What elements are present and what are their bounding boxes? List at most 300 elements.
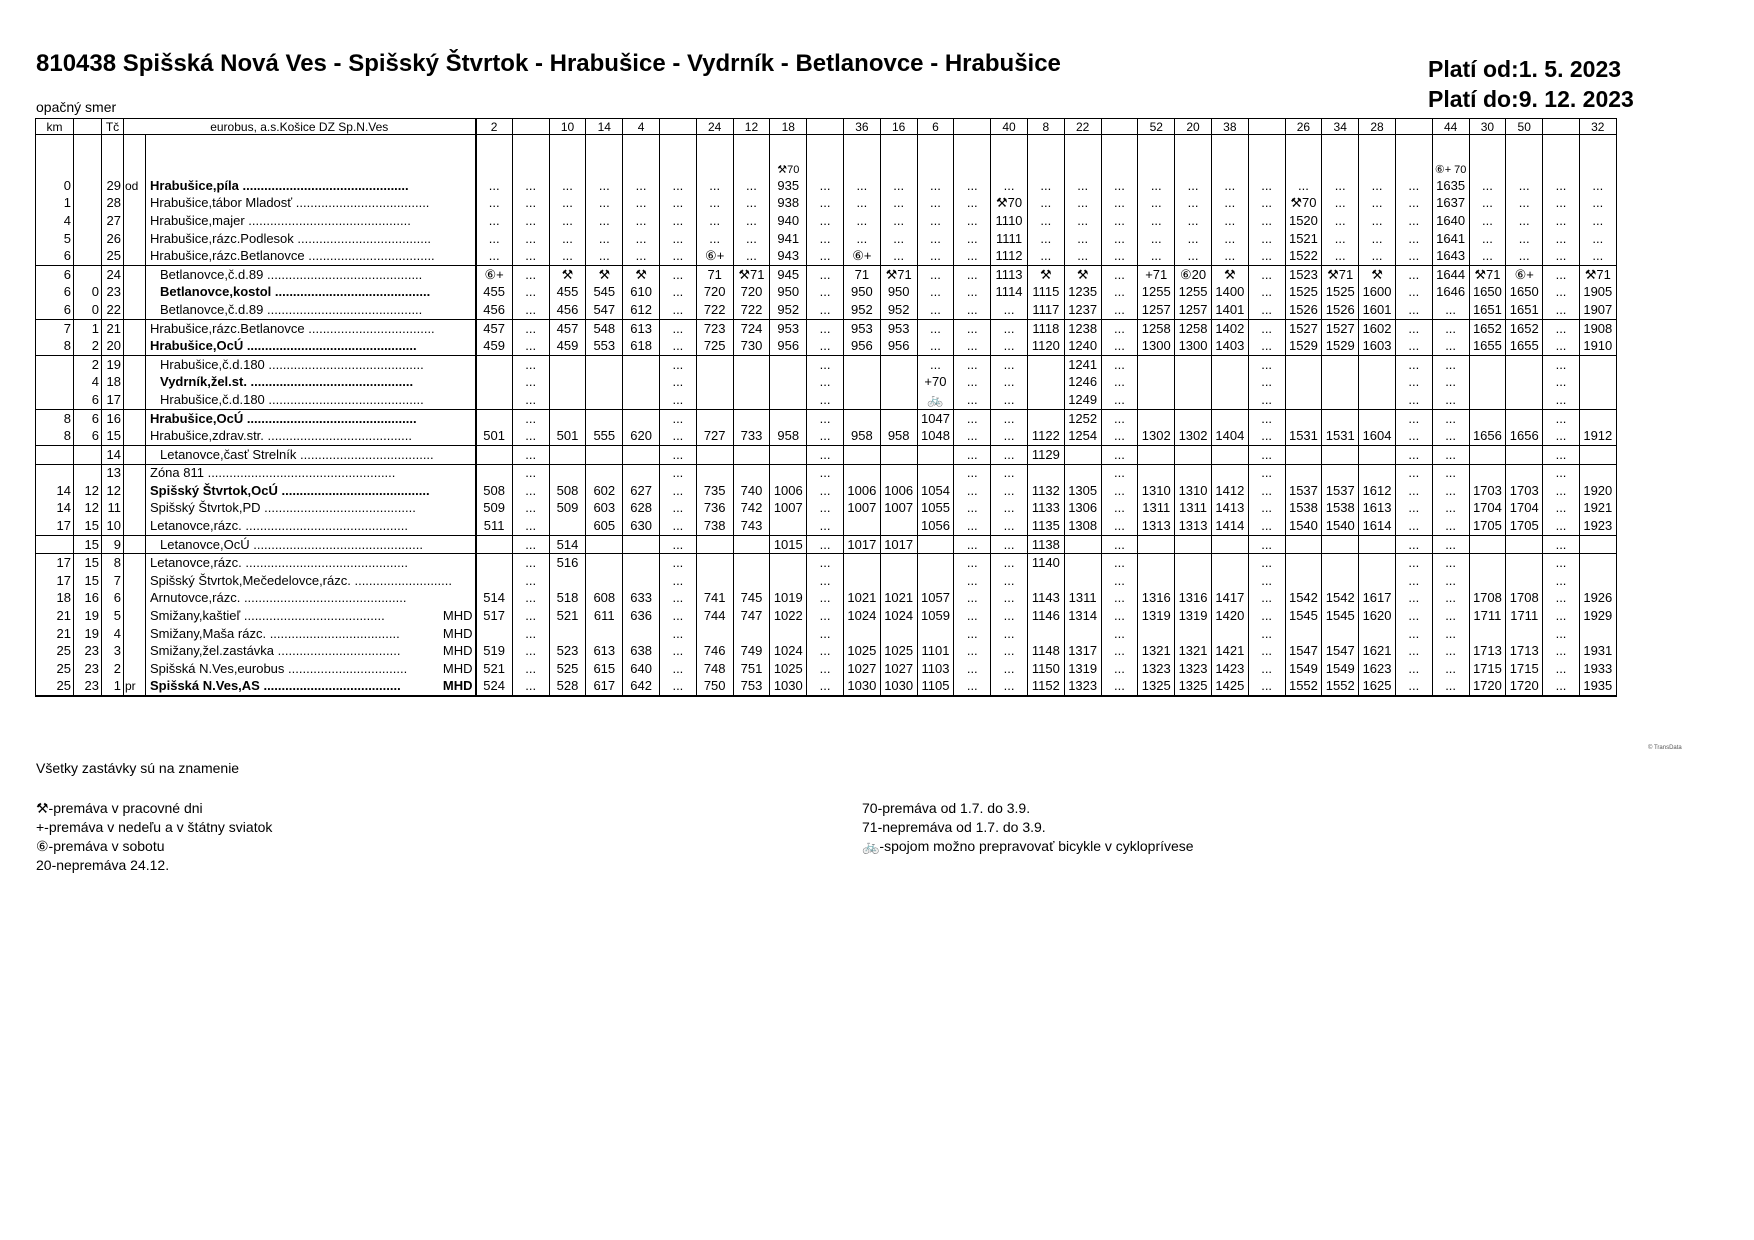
time-cell: 618 — [623, 337, 660, 355]
trip-number: 4 — [623, 119, 660, 135]
km-cell-2: 15 — [74, 517, 102, 535]
time-cell: ... — [843, 195, 880, 213]
stop-name-label: Letanovce,rázc. — [150, 555, 242, 571]
time-cell: ... — [1248, 678, 1285, 697]
tc-cell: 20 — [102, 337, 124, 355]
time-cell: 749 — [733, 642, 770, 660]
time-cell — [880, 391, 917, 409]
time-cell: 1537 — [1285, 482, 1322, 500]
km-cell-2: 23 — [74, 660, 102, 678]
valid-to-date: 9. 12. 2023 — [1518, 86, 1634, 112]
tc-cell: 12 — [102, 482, 124, 500]
time-cell: ... — [917, 355, 954, 373]
time-cell: ⑥+ — [1506, 265, 1543, 283]
time-cell: ... — [476, 195, 513, 213]
time-cell: ... — [843, 230, 880, 248]
time-cell: ... — [991, 355, 1028, 373]
time-cell: ... — [954, 374, 991, 392]
time-cell: 1637 — [1432, 195, 1469, 213]
time-cell — [733, 391, 770, 409]
time-cell — [1138, 535, 1175, 554]
stop-type — [124, 247, 146, 265]
tc-cell: 24 — [102, 265, 124, 283]
tc-cell: 14 — [102, 445, 124, 464]
time-cell: 1531 — [1322, 427, 1359, 445]
time-cell: 1621 — [1359, 642, 1396, 660]
time-cell: ... — [1101, 678, 1138, 697]
time-cell: ... — [807, 554, 844, 572]
stop-name-label: Hrabušice,píla — [150, 177, 239, 193]
time-cell — [880, 464, 917, 482]
stop-name — [146, 678, 476, 697]
time-cell: 1907 — [1579, 301, 1616, 319]
time-cell: ... — [1211, 230, 1248, 248]
time-cell: ... — [1469, 177, 1506, 195]
time-cell — [1175, 625, 1212, 643]
time-cell: 602 — [586, 482, 623, 500]
trip-number: 26 — [1285, 119, 1322, 135]
time-cell: 1420 — [1211, 607, 1248, 625]
time-cell — [586, 445, 623, 464]
time-cell: 956 — [843, 337, 880, 355]
table-row — [36, 482, 1617, 500]
km-cell-2: 15 — [74, 554, 102, 572]
trip-number: 40 — [991, 119, 1028, 135]
stop-name — [146, 212, 476, 230]
trip-note — [880, 135, 917, 178]
time-cell: ... — [1248, 445, 1285, 464]
dot-leader: .................................... — [266, 625, 400, 641]
time-cell — [1322, 445, 1359, 464]
time-cell: ... — [1322, 247, 1359, 265]
time-cell: 1651 — [1506, 301, 1543, 319]
time-cell: ... — [991, 535, 1028, 554]
time-cell: ... — [512, 319, 549, 337]
time-cell: ⚒ — [586, 265, 623, 283]
time-cell: +71 — [1138, 265, 1175, 283]
trip-note — [1359, 135, 1396, 178]
time-cell: 956 — [880, 337, 917, 355]
time-cell: ... — [991, 391, 1028, 409]
time-cell: 1007 — [880, 500, 917, 518]
time-cell: 1413 — [1211, 500, 1248, 518]
time-cell: ... — [659, 177, 696, 195]
time-cell: 1540 — [1322, 517, 1359, 535]
time-cell: ... — [954, 427, 991, 445]
time-cell: 1652 — [1469, 319, 1506, 337]
time-cell: ... — [659, 517, 696, 535]
time-cell: ... — [659, 427, 696, 445]
time-cell: 545 — [586, 284, 623, 302]
time-cell: 457 — [549, 319, 586, 337]
time-cell: ... — [1395, 355, 1432, 373]
time-cell: ... — [917, 212, 954, 230]
time-cell: 1025 — [880, 642, 917, 660]
time-cell: 630 — [623, 517, 660, 535]
trip-note — [1138, 135, 1175, 178]
time-cell: ... — [1248, 517, 1285, 535]
time-cell: 1650 — [1506, 284, 1543, 302]
time-cell: ... — [1101, 607, 1138, 625]
time-cell — [1175, 572, 1212, 590]
time-cell: 1542 — [1285, 590, 1322, 608]
time-cell: 1257 — [1175, 301, 1212, 319]
stop-type — [124, 374, 146, 392]
time-cell — [696, 464, 733, 482]
time-cell: 1552 — [1285, 678, 1322, 697]
time-cell — [1027, 391, 1064, 409]
km-cell-2: 12 — [74, 500, 102, 518]
time-cell: ... — [880, 212, 917, 230]
time-cell: 1006 — [880, 482, 917, 500]
km-cell: 14 — [36, 482, 74, 500]
time-cell — [1359, 409, 1396, 427]
stop-type — [124, 464, 146, 482]
time-cell: ... — [659, 319, 696, 337]
time-cell: 636 — [623, 607, 660, 625]
time-cell: ... — [512, 607, 549, 625]
time-cell: ... — [1432, 301, 1469, 319]
time-cell: ... — [954, 678, 991, 697]
time-cell: 1059 — [917, 607, 954, 625]
tc-cell: 10 — [102, 517, 124, 535]
trip-note — [1395, 135, 1432, 178]
time-cell: 1113 — [991, 265, 1028, 283]
time-cell — [843, 445, 880, 464]
time-cell: 1526 — [1322, 301, 1359, 319]
time-cell — [1322, 355, 1359, 373]
time-cell — [1175, 391, 1212, 409]
time-cell — [549, 409, 586, 427]
time-cell: ... — [586, 212, 623, 230]
time-cell: ... — [549, 230, 586, 248]
time-cell: 1022 — [770, 607, 807, 625]
km-cell: 1 — [36, 195, 74, 213]
time-cell: ... — [659, 590, 696, 608]
time-cell — [623, 625, 660, 643]
time-cell: ... — [807, 301, 844, 319]
time-cell: ... — [991, 572, 1028, 590]
time-cell: ... — [659, 572, 696, 590]
time-cell: ⑥+ — [476, 265, 513, 283]
time-cell: 958 — [880, 427, 917, 445]
tc-cell: 26 — [102, 230, 124, 248]
time-cell — [843, 625, 880, 643]
time-cell: ... — [1101, 427, 1138, 445]
time-cell: ... — [1211, 195, 1248, 213]
tc-cell: 18 — [102, 374, 124, 392]
time-cell: ... — [807, 177, 844, 195]
time-cell — [1469, 464, 1506, 482]
time-cell: 1300 — [1175, 337, 1212, 355]
trip-note — [586, 135, 623, 178]
trip-note — [1027, 135, 1064, 178]
time-cell: ... — [807, 445, 844, 464]
time-cell: 516 — [549, 554, 586, 572]
time-cell — [1175, 464, 1212, 482]
time-cell: 1529 — [1285, 337, 1322, 355]
stop-type — [124, 607, 146, 625]
stop-type — [124, 445, 146, 464]
time-cell: ... — [1395, 642, 1432, 660]
km-cell-2 — [74, 177, 102, 195]
time-cell — [1579, 554, 1616, 572]
time-cell — [1211, 625, 1248, 643]
time-cell: 1311 — [1064, 590, 1101, 608]
time-cell: 1017 — [880, 535, 917, 554]
time-cell — [1285, 374, 1322, 392]
time-cell — [696, 391, 733, 409]
time-cell: 1912 — [1579, 427, 1616, 445]
time-cell — [1469, 409, 1506, 427]
time-cell — [843, 355, 880, 373]
time-cell — [1506, 554, 1543, 572]
time-cell: ⑥20 — [1175, 265, 1212, 283]
time-cell: ... — [1543, 230, 1580, 248]
time-cell: 1313 — [1138, 517, 1175, 535]
time-cell: 953 — [880, 319, 917, 337]
time-cell — [549, 625, 586, 643]
km-cell: 6 — [36, 284, 74, 302]
time-cell: 935 — [770, 177, 807, 195]
time-cell: ... — [954, 445, 991, 464]
time-cell: ... — [807, 319, 844, 337]
table-row — [36, 427, 1617, 445]
time-cell: 1105 — [917, 678, 954, 697]
stop-name — [146, 195, 476, 213]
time-cell: 1300 — [1138, 337, 1175, 355]
time-cell: 1255 — [1175, 284, 1212, 302]
table-row — [36, 391, 1617, 409]
time-cell: ... — [880, 177, 917, 195]
time-cell — [733, 554, 770, 572]
time-cell — [880, 355, 917, 373]
time-cell — [917, 464, 954, 482]
time-cell: ... — [1579, 195, 1616, 213]
tc-cell: 21 — [102, 319, 124, 337]
time-cell: ... — [1469, 230, 1506, 248]
legend-item: ⑥-premáva v sobotu — [36, 838, 165, 854]
stop-name-label: Hrabušice,č.d.180 — [160, 391, 265, 407]
km-cell: 17 — [36, 572, 74, 590]
table-row — [36, 374, 1617, 392]
time-cell: ... — [1543, 319, 1580, 337]
time-cell: 613 — [586, 642, 623, 660]
table-row — [36, 177, 1617, 195]
time-cell: ... — [954, 301, 991, 319]
time-cell: 722 — [696, 301, 733, 319]
time-cell: ... — [1101, 391, 1138, 409]
time-cell: ... — [1395, 517, 1432, 535]
time-cell: ... — [1101, 572, 1138, 590]
trip-note — [512, 135, 549, 178]
time-cell: 744 — [696, 607, 733, 625]
time-cell: ... — [807, 247, 844, 265]
time-cell — [1175, 445, 1212, 464]
time-cell — [586, 572, 623, 590]
time-cell: ... — [991, 374, 1028, 392]
time-cell: ... — [512, 625, 549, 643]
table-row — [36, 319, 1617, 337]
time-cell: ⚒71 — [880, 265, 917, 283]
time-cell: 456 — [549, 301, 586, 319]
stop-name-label: Smižany,Maša rázc. — [150, 625, 267, 641]
time-cell — [1469, 355, 1506, 373]
time-cell: ... — [917, 177, 954, 195]
stop-type — [124, 642, 146, 660]
time-cell: 1007 — [843, 500, 880, 518]
time-cell: ... — [733, 195, 770, 213]
time-cell: ... — [1543, 284, 1580, 302]
stop-name — [146, 177, 476, 195]
time-cell: ... — [954, 177, 991, 195]
time-cell: 509 — [476, 500, 513, 518]
time-cell: 1520 — [1285, 212, 1322, 230]
dot-leader: ........................................... — [264, 356, 424, 372]
time-cell: ... — [512, 482, 549, 500]
time-cell: 524 — [476, 678, 513, 697]
time-cell: ... — [659, 284, 696, 302]
time-cell — [549, 445, 586, 464]
time-cell: ... — [1101, 355, 1138, 373]
stop-type — [124, 409, 146, 427]
time-cell: ... — [1064, 177, 1101, 195]
time-cell: 1713 — [1469, 642, 1506, 660]
stop-name — [146, 391, 476, 409]
time-cell: ... — [696, 177, 733, 195]
time-cell: ... — [807, 660, 844, 678]
time-cell: 1635 — [1432, 177, 1469, 195]
time-cell: 1545 — [1285, 607, 1322, 625]
time-cell: ... — [1248, 464, 1285, 482]
time-cell — [770, 355, 807, 373]
table-row — [36, 212, 1617, 230]
mhd-label: MHD — [442, 625, 473, 641]
time-cell: 736 — [696, 500, 733, 518]
time-cell: ... — [1543, 177, 1580, 195]
time-cell: ... — [1432, 464, 1469, 482]
time-cell — [623, 391, 660, 409]
time-cell — [1138, 409, 1175, 427]
km-cell: 8 — [36, 337, 74, 355]
notes-spacer — [36, 135, 74, 178]
stop-name-label: Hrabušice,č.d.180 — [160, 356, 265, 372]
trip-number: 44 — [1432, 119, 1469, 135]
tc-cell: 15 — [102, 427, 124, 445]
time-cell: ... — [512, 517, 549, 535]
time-cell: ... — [1543, 642, 1580, 660]
dot-leader: ............................................... — [243, 338, 417, 354]
time-cell: 1643 — [1432, 247, 1469, 265]
time-cell: ... — [1395, 301, 1432, 319]
time-cell: ... — [1432, 535, 1469, 554]
time-cell: ... — [1027, 212, 1064, 230]
time-cell — [1506, 464, 1543, 482]
time-cell: 1926 — [1579, 590, 1616, 608]
time-cell: ... — [1543, 590, 1580, 608]
trip-number: 38 — [1211, 119, 1248, 135]
time-cell: 952 — [880, 301, 917, 319]
stop-name — [146, 445, 476, 464]
time-cell: 1027 — [880, 660, 917, 678]
time-cell: ... — [1395, 337, 1432, 355]
time-cell: ... — [512, 284, 549, 302]
tc-cell: 22 — [102, 301, 124, 319]
time-cell: ... — [807, 517, 844, 535]
time-cell: 958 — [843, 427, 880, 445]
time-cell: ... — [991, 607, 1028, 625]
stop-name — [146, 590, 476, 608]
time-cell: 743 — [733, 517, 770, 535]
trip-number: 52 — [1138, 119, 1175, 135]
time-cell: ... — [1395, 284, 1432, 302]
time-cell — [476, 572, 513, 590]
km-cell-2 — [74, 212, 102, 230]
time-cell: ... — [733, 230, 770, 248]
time-cell — [1359, 535, 1396, 554]
time-cell: ... — [1248, 247, 1285, 265]
time-cell: ... — [1395, 391, 1432, 409]
stop-name — [146, 642, 476, 660]
time-cell: ... — [512, 572, 549, 590]
stop-name — [146, 572, 476, 590]
time-cell: ... — [1211, 212, 1248, 230]
time-cell: ... — [1248, 355, 1285, 373]
time-cell: 1404 — [1211, 427, 1248, 445]
time-cell: 950 — [843, 284, 880, 302]
time-cell — [1211, 374, 1248, 392]
time-cell: ... — [1101, 337, 1138, 355]
dot-leader: ............................................. — [246, 374, 414, 390]
time-cell: 1656 — [1506, 427, 1543, 445]
time-cell: 1112 — [991, 247, 1028, 265]
time-cell — [1211, 572, 1248, 590]
time-cell: 753 — [733, 678, 770, 697]
time-cell: ... — [1432, 355, 1469, 373]
time-cell: ... — [659, 660, 696, 678]
time-cell: ... — [954, 212, 991, 230]
stop-type — [124, 212, 146, 230]
km-cell: 8 — [36, 427, 74, 445]
time-cell: ⚒71 — [1322, 265, 1359, 283]
time-cell: ... — [1543, 464, 1580, 482]
time-cell: 1414 — [1211, 517, 1248, 535]
tc-cell: 25 — [102, 247, 124, 265]
time-cell: ... — [954, 625, 991, 643]
time-cell: 1302 — [1175, 427, 1212, 445]
time-cell: 1021 — [880, 590, 917, 608]
legend-item: 🚲-spojom možno prepravovať bicykle v cykloprívese — [862, 838, 1194, 854]
stop-type — [124, 554, 146, 572]
stop-type — [124, 660, 146, 678]
time-cell: 1640 — [1432, 212, 1469, 230]
stop-name-label: Vydrník,žel.st. — [160, 374, 247, 390]
time-cell: ... — [954, 247, 991, 265]
time-cell: ... — [512, 500, 549, 518]
table-row — [36, 517, 1617, 535]
time-cell: 1238 — [1064, 319, 1101, 337]
table-row — [36, 355, 1617, 373]
trip-number: 24 — [696, 119, 733, 135]
time-cell: ... — [1248, 660, 1285, 678]
time-cell: ... — [1432, 660, 1469, 678]
time-cell: 1122 — [1027, 427, 1064, 445]
time-cell: ... — [1064, 230, 1101, 248]
time-cell: ... — [659, 301, 696, 319]
time-cell — [549, 572, 586, 590]
time-cell — [1175, 409, 1212, 427]
time-cell: 1114 — [991, 284, 1028, 302]
